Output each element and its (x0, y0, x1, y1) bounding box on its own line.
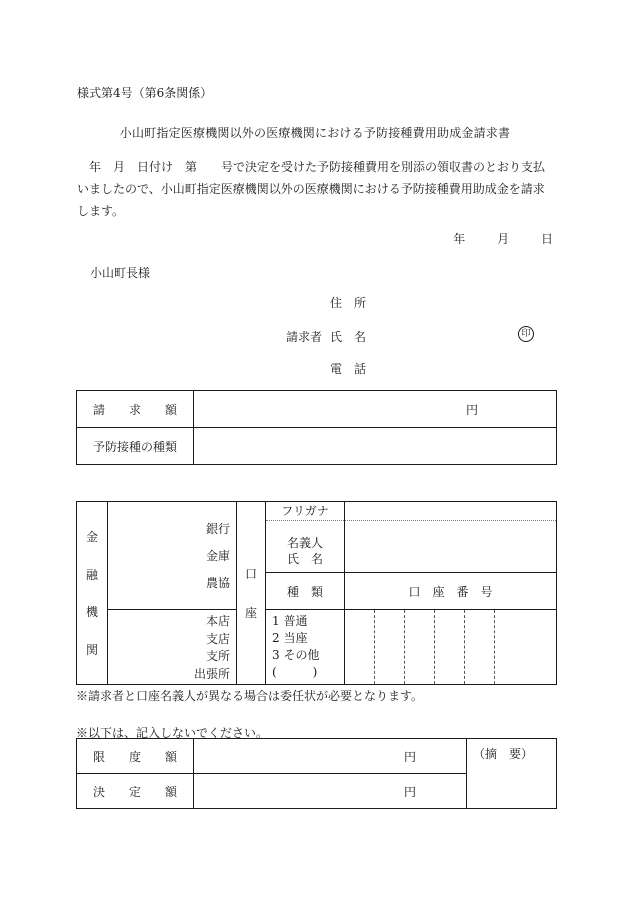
claim-table (76, 390, 557, 465)
account-digit-5[interactable] (465, 610, 495, 685)
branch-type-subbranch: 支所 (205, 649, 230, 664)
office-use-note: ※以下は、記入しないでください。 (76, 726, 269, 740)
branch-type-branch: 支店 (205, 631, 230, 646)
proxy-note: ※請求者と口座名義人が異なる場合は委任状が必要となります。 (76, 689, 424, 703)
date-month: 月 (497, 232, 510, 246)
account-digit-4[interactable] (435, 610, 465, 685)
decided-label: 決 定 額 (77, 774, 194, 809)
address-label: 住 所 (330, 296, 367, 310)
branch-name-cell[interactable] (108, 610, 237, 685)
financial-label-cell (77, 502, 108, 685)
account-digit-1[interactable] (345, 610, 375, 685)
bank-name-cell[interactable] (108, 502, 237, 610)
date-year: 年 (453, 232, 466, 246)
name-label: 氏 名 (330, 330, 367, 344)
decided-field (194, 774, 467, 809)
kind-label: 種 類 (266, 573, 345, 610)
date-line (425, 230, 553, 247)
account-digit-3[interactable] (405, 610, 435, 685)
kind-option-ordinary[interactable]: 1 普通 (272, 614, 308, 628)
holder-label-1: 名義人 (286, 536, 323, 550)
account-label-cell (237, 502, 266, 685)
amount-label: 請 求 額 (77, 391, 194, 428)
bank-type-nokyo: 農協 (205, 576, 230, 591)
financial-char-2: 融 (85, 567, 98, 582)
limit-yen: 円 (403, 749, 416, 764)
document-title: 小山町指定医療機関以外の医療機関における予防接種費用助成金請求書 (119, 126, 511, 140)
vaccine-type-label: 予防接種の種類 (77, 428, 194, 465)
financial-char-3: 機 (85, 605, 98, 620)
kind-option-current[interactable]: 2 当座 (272, 631, 308, 645)
account-char-1: 口 (244, 567, 257, 581)
bank-type-shinkin: 金庫 (205, 548, 230, 563)
office-table (76, 738, 557, 809)
furigana-label: フリガナ (266, 502, 344, 521)
addressee: 小山町長様 (90, 266, 151, 280)
furigana-field[interactable] (345, 502, 556, 521)
holder-name-field[interactable] (345, 502, 557, 573)
vaccine-type-field[interactable] (194, 428, 557, 465)
phone-label: 電 話 (330, 362, 367, 376)
claimant-label: 請求者 (286, 330, 323, 344)
financial-char-4: 関 (85, 642, 98, 657)
account-digit-6[interactable] (495, 610, 557, 685)
limit-field (194, 739, 467, 774)
date-day: 日 (540, 232, 553, 246)
account-digit-2[interactable] (375, 610, 405, 685)
body-text: 年 月 日付け 第 号で決定を受けた予防接種費用を別添の領収書のとおり支払いましたので、小山町指定医療機関以外の医療機関における予防接種費用助成金を請求します。 (77, 160, 546, 218)
decided-yen: 円 (403, 784, 416, 799)
holder-label-cell (266, 502, 345, 573)
remarks-label: （摘 要） (473, 747, 534, 761)
limit-label: 限 度 額 (77, 739, 194, 774)
branch-type-main: 本店 (205, 614, 230, 629)
remarks-cell (467, 739, 557, 809)
account-char-2: 座 (244, 606, 257, 620)
holder-label-2: 氏 名 (286, 552, 323, 566)
account-number-label: 口 座 番 号 (345, 573, 557, 610)
amount-field[interactable] (194, 391, 557, 428)
kind-options-cell[interactable] (266, 610, 345, 685)
form-number: 様式第4号（第6条関係） (77, 86, 213, 100)
bank-table (76, 501, 557, 685)
bank-type-bank: 銀行 (205, 521, 230, 536)
financial-char-1: 金 (85, 530, 98, 545)
seal-mark: 印 (518, 326, 534, 342)
amount-yen: 円 (465, 402, 478, 417)
kind-option-other-detail: ( ) (272, 665, 318, 679)
kind-option-other[interactable]: 3 その他 (272, 648, 320, 662)
branch-type-office: 出張所 (193, 666, 230, 681)
